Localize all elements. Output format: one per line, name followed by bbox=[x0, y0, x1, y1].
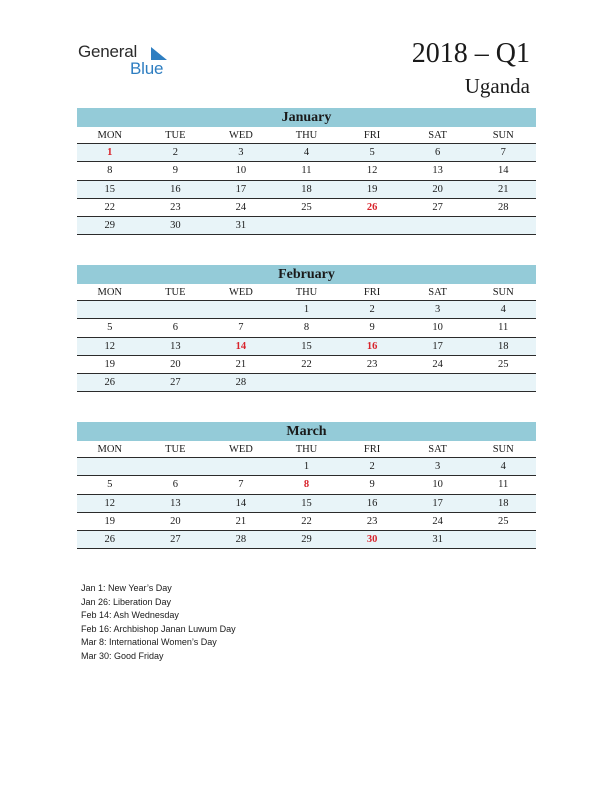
weekday-label: FRI bbox=[339, 441, 405, 458]
day-cell: 24 bbox=[432, 358, 443, 370]
holiday-entry: Mar 30: Good Friday bbox=[81, 650, 164, 661]
day-cell: 23 bbox=[366, 515, 378, 527]
empty-cell bbox=[339, 374, 405, 391]
day-cell: 21 bbox=[235, 358, 247, 370]
day-cell: 29 bbox=[104, 219, 116, 231]
day-cell: 10 bbox=[432, 322, 443, 334]
day-cell: 22 bbox=[301, 358, 312, 370]
day-cell: 23 bbox=[170, 201, 181, 213]
holiday-entry: Feb 14: Ash Wednesday bbox=[81, 610, 179, 621]
week-row bbox=[77, 319, 536, 337]
day-cell: 5 bbox=[369, 147, 375, 159]
holiday-date: 8 bbox=[303, 479, 310, 491]
holiday-date: 26 bbox=[366, 201, 378, 213]
week-row bbox=[77, 495, 536, 513]
week-row bbox=[77, 356, 536, 374]
country-name: Uganda bbox=[464, 74, 530, 98]
weekday-header-row bbox=[77, 127, 536, 144]
day-cell: 4 bbox=[303, 147, 310, 159]
day-cell: 12 bbox=[104, 497, 116, 509]
empty-cell bbox=[77, 458, 143, 475]
weekday-label: MON bbox=[77, 441, 143, 458]
weekday-label: FRI bbox=[339, 127, 405, 144]
day-cell: 19 bbox=[366, 183, 378, 195]
day-cell: 22 bbox=[104, 201, 116, 213]
day-cell: 16 bbox=[366, 497, 378, 509]
day-cell: 27 bbox=[170, 533, 181, 545]
day-cell: 4 bbox=[500, 461, 506, 473]
day-cell: 2 bbox=[369, 304, 375, 316]
day-cell: 25 bbox=[301, 201, 312, 213]
weekday-label: SUN bbox=[470, 284, 536, 301]
weekday-label: TUE bbox=[143, 441, 209, 458]
holiday-date: 16 bbox=[366, 340, 378, 352]
month-february bbox=[77, 265, 536, 392]
day-cell: 15 bbox=[301, 340, 312, 352]
empty-cell bbox=[274, 217, 340, 234]
holiday-date: 30 bbox=[366, 533, 378, 545]
month-name: March bbox=[77, 422, 536, 441]
empty-cell bbox=[405, 217, 471, 234]
day-cell: 17 bbox=[235, 183, 247, 195]
weekday-label: WED bbox=[208, 441, 274, 458]
week-row bbox=[77, 374, 536, 392]
day-cell: 20 bbox=[170, 358, 181, 370]
day-cell: 23 bbox=[366, 358, 378, 370]
day-cell: 13 bbox=[170, 340, 181, 352]
weekday-label: SAT bbox=[405, 127, 471, 144]
day-cell: 21 bbox=[235, 515, 247, 527]
month-january bbox=[77, 108, 536, 235]
day-cell: 18 bbox=[497, 497, 509, 509]
day-cell: 7 bbox=[238, 479, 244, 491]
empty-cell bbox=[470, 374, 536, 391]
week-row bbox=[77, 199, 536, 217]
day-cell: 22 bbox=[301, 515, 312, 527]
day-cell: 5 bbox=[107, 322, 113, 334]
day-cell: 5 bbox=[107, 479, 113, 491]
brand-logo bbox=[78, 42, 188, 82]
weekday-label: MON bbox=[77, 127, 143, 144]
empty-cell bbox=[208, 458, 274, 475]
day-cell: 19 bbox=[104, 515, 116, 527]
holiday-entry: Jan 1: New Year’s Day bbox=[81, 583, 172, 593]
empty-cell bbox=[143, 301, 209, 318]
day-cell: 6 bbox=[172, 322, 178, 334]
day-cell: 29 bbox=[301, 533, 312, 545]
day-cell: 16 bbox=[170, 183, 181, 195]
day-cell: 11 bbox=[498, 479, 509, 491]
week-row bbox=[77, 181, 536, 199]
day-cell: 15 bbox=[104, 183, 116, 195]
day-cell: 18 bbox=[301, 183, 312, 195]
weekday-label: TUE bbox=[143, 127, 209, 144]
day-cell: 11 bbox=[301, 165, 312, 177]
day-cell: 2 bbox=[172, 147, 178, 159]
day-cell: 28 bbox=[497, 201, 509, 213]
day-cell: 24 bbox=[432, 515, 443, 527]
day-cell: 18 bbox=[497, 340, 509, 352]
weekday-label: THU bbox=[274, 127, 340, 144]
day-cell: 6 bbox=[172, 479, 178, 491]
weekday-label: SAT bbox=[405, 284, 471, 301]
day-cell: 1 bbox=[303, 461, 310, 473]
day-cell: 19 bbox=[104, 358, 116, 370]
day-cell: 10 bbox=[432, 479, 443, 491]
empty-cell bbox=[405, 374, 471, 391]
day-cell: 31 bbox=[235, 219, 247, 231]
week-row bbox=[77, 531, 536, 549]
holiday-entry: Feb 16: Archbishop Janan Luwum Day bbox=[81, 623, 236, 634]
day-cell: 9 bbox=[369, 479, 375, 491]
empty-cell bbox=[274, 374, 340, 391]
day-cell: 12 bbox=[104, 340, 116, 352]
week-row bbox=[77, 476, 536, 494]
empty-cell bbox=[143, 458, 209, 475]
day-cell: 28 bbox=[235, 376, 247, 388]
weekday-label: SUN bbox=[470, 441, 536, 458]
day-cell: 3 bbox=[435, 461, 441, 473]
holiday-date: 14 bbox=[235, 340, 247, 352]
day-cell: 28 bbox=[235, 533, 247, 545]
page-title: 2018 – Q1 bbox=[411, 38, 530, 69]
empty-cell bbox=[77, 301, 143, 318]
empty-cell bbox=[339, 217, 405, 234]
week-row bbox=[77, 301, 536, 319]
day-cell: 4 bbox=[500, 304, 506, 316]
day-cell: 27 bbox=[170, 376, 181, 388]
holiday-date: 1 bbox=[107, 147, 113, 159]
day-cell: 27 bbox=[432, 201, 443, 213]
day-cell: 9 bbox=[369, 322, 375, 334]
week-row bbox=[77, 217, 536, 235]
month-march bbox=[77, 422, 536, 549]
day-cell: 7 bbox=[238, 322, 244, 334]
weekday-label: SUN bbox=[470, 127, 536, 144]
day-cell: 25 bbox=[497, 358, 509, 370]
day-cell: 20 bbox=[432, 183, 443, 195]
day-cell: 3 bbox=[435, 304, 441, 316]
day-cell: 20 bbox=[170, 515, 181, 527]
weekday-label: TUE bbox=[143, 284, 209, 301]
empty-cell bbox=[470, 531, 536, 548]
weekday-label: SAT bbox=[405, 441, 471, 458]
day-cell: 17 bbox=[432, 340, 443, 352]
day-cell: 10 bbox=[235, 165, 247, 177]
weekday-label: WED bbox=[208, 127, 274, 144]
weekday-label: MON bbox=[77, 284, 143, 301]
week-row bbox=[77, 338, 536, 356]
day-cell: 11 bbox=[498, 322, 509, 334]
holiday-entry: Mar 8: International Women’s Day bbox=[81, 637, 217, 648]
day-cell: 24 bbox=[235, 201, 247, 213]
empty-cell bbox=[470, 217, 536, 234]
weekday-header-row bbox=[77, 441, 536, 458]
day-cell: 8 bbox=[303, 322, 310, 334]
day-cell: 25 bbox=[497, 515, 509, 527]
day-cell: 14 bbox=[497, 165, 509, 177]
weekday-label: FRI bbox=[339, 284, 405, 301]
day-cell: 9 bbox=[172, 165, 178, 177]
day-cell: 13 bbox=[432, 165, 443, 177]
day-cell: 30 bbox=[170, 219, 181, 231]
day-cell: 21 bbox=[497, 183, 509, 195]
weekday-label: THU bbox=[274, 441, 340, 458]
day-cell: 3 bbox=[238, 147, 244, 159]
day-cell: 8 bbox=[107, 165, 113, 177]
day-cell: 17 bbox=[432, 497, 443, 509]
weekday-label: THU bbox=[274, 284, 340, 301]
holiday-list bbox=[81, 582, 236, 664]
day-cell: 13 bbox=[170, 497, 181, 509]
week-row bbox=[77, 458, 536, 476]
month-name: January bbox=[77, 108, 536, 127]
logo-general-text: General bbox=[78, 42, 138, 61]
day-cell: 12 bbox=[366, 165, 378, 177]
empty-cell bbox=[208, 301, 274, 318]
day-cell: 1 bbox=[303, 304, 310, 316]
week-row bbox=[77, 144, 536, 162]
weekday-label: WED bbox=[208, 284, 274, 301]
month-name: February bbox=[77, 265, 536, 284]
day-cell: 7 bbox=[500, 147, 506, 159]
week-row bbox=[77, 162, 536, 180]
day-cell: 14 bbox=[235, 497, 247, 509]
weekday-header-row bbox=[77, 284, 536, 301]
logo-blue-text: Blue bbox=[130, 59, 164, 78]
day-cell: 6 bbox=[435, 147, 441, 159]
day-cell: 2 bbox=[369, 461, 375, 473]
week-row bbox=[77, 513, 536, 531]
day-cell: 26 bbox=[104, 533, 116, 545]
day-cell: 15 bbox=[301, 497, 312, 509]
day-cell: 26 bbox=[104, 376, 116, 388]
day-cell: 31 bbox=[432, 533, 443, 545]
holiday-entry: Jan 26: Liberation Day bbox=[81, 596, 172, 607]
